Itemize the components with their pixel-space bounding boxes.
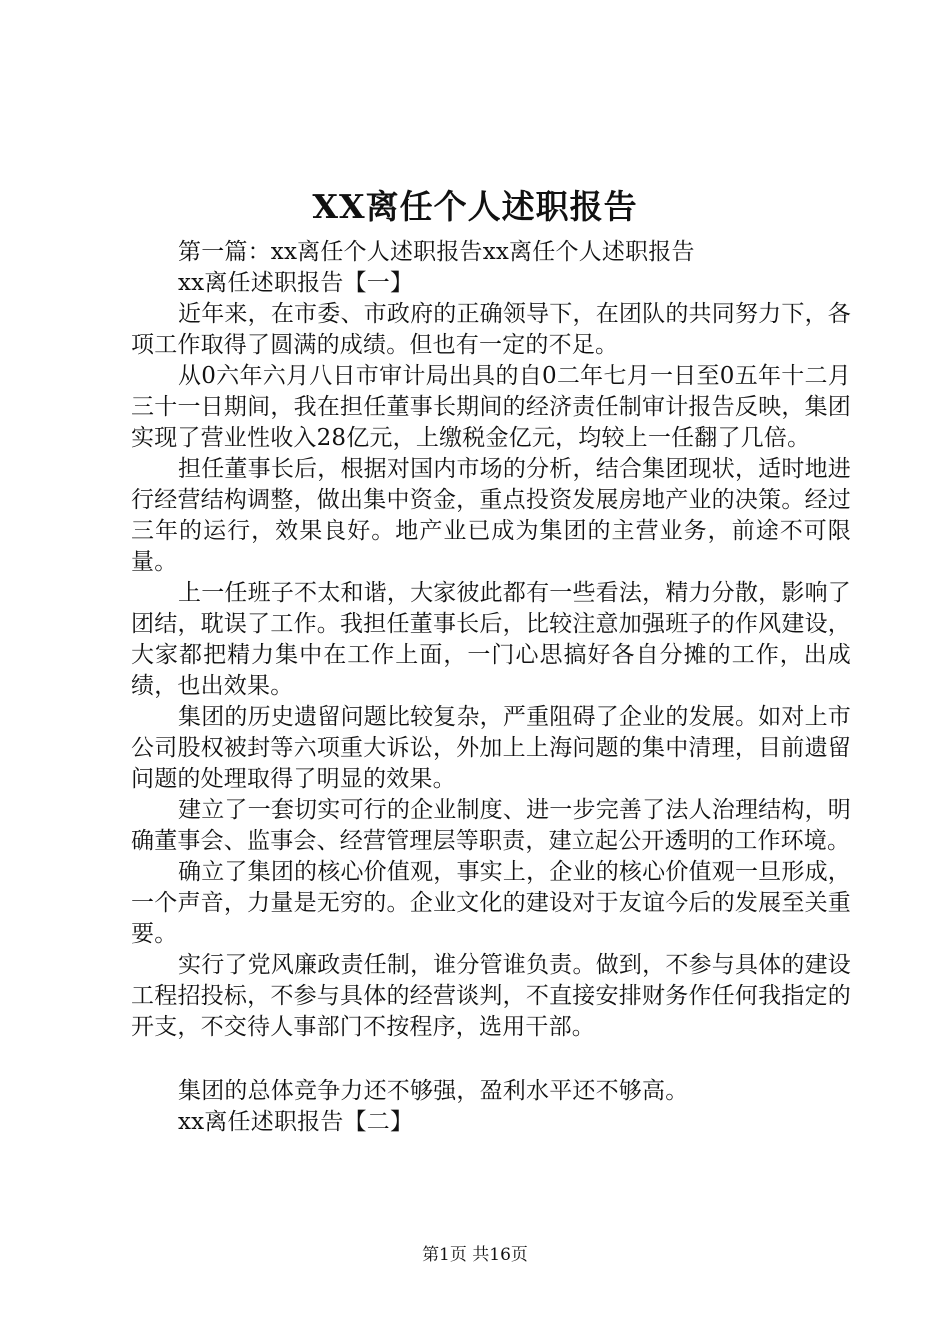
section-heading-two: xx离任述职报告【二】: [178, 1109, 414, 1135]
paragraph-intro: 第一篇：xx离任个人述职报告xx离任个人述职报告: [178, 239, 695, 265]
section-heading-one: xx离任述职报告【一】: [178, 270, 414, 296]
paragraph: 建立了一套切实可行的企业制度、进一步完善了法人治理结构，明确董事会、监事会、经营管理层等职责，建立起公开透明的工作环境。: [131, 797, 851, 854]
paragraph: 集团的总体竞争力还不够强，盈利水平还不够高。: [178, 1078, 689, 1104]
paragraph: 实行了党风廉政责任制，谁分管谁负责。做到，不参与具体的建设工程招投标，不参与具体的经营谈判，不直接安排财务作任何我指定的开支，不交待人事部门不按程序，选用干部。: [131, 952, 851, 1040]
document-body: [131, 237, 851, 1138]
document-title: XX离任个人述职报告: [312, 187, 638, 226]
page-footer: 第1页 共16页: [422, 1245, 528, 1265]
paragraph: 近年来，在市委、市政府的正确领导下，在团队的共同努力下，各项工作取得了圆满的成绩。但也有一定的不足。: [131, 301, 851, 358]
paragraph: 集团的历史遗留问题比较复杂，严重阻碍了企业的发展。如对上市公司股权被封等六项重大诉讼，外加上上海问题的集中清理，目前遗留问题的处理取得了明显的效果。: [131, 704, 851, 792]
paragraph: 上一任班子不太和谐，大家彼此都有一些看法，精力分散，影响了团结，耽误了工作。我担任董事长后，比较注意加强班子的作风建设，大家都把精力集中在工作上面，一门心思搞好各自分摊的工作，出成绩，也出效果。: [131, 580, 851, 699]
paragraph: 确立了集团的核心价值观，事实上，企业的核心价值观一旦形成，一个声音，力量是无穷的。企业文化的建设对于友谊今后的发展至关重要。: [131, 859, 851, 947]
paragraph: 担任董事长后，根据对国内市场的分析，结合集团现状，适时地进行经营结构调整，做出集中资金，重点投资发展房地产业的决策。经过三年的运行，效果良好。地产业已成为集团的主营业务，前途不可限量。: [131, 456, 851, 575]
paragraph: 从0六年六月八日市审计局出具的自0二年七月一日至0五年十二月三十一日期间，我在担任董事长期间的经济责任制审计报告反映，集团实现了营业性收入28亿元，上缴税金亿元，均较上一任翻了几倍。: [131, 363, 851, 451]
